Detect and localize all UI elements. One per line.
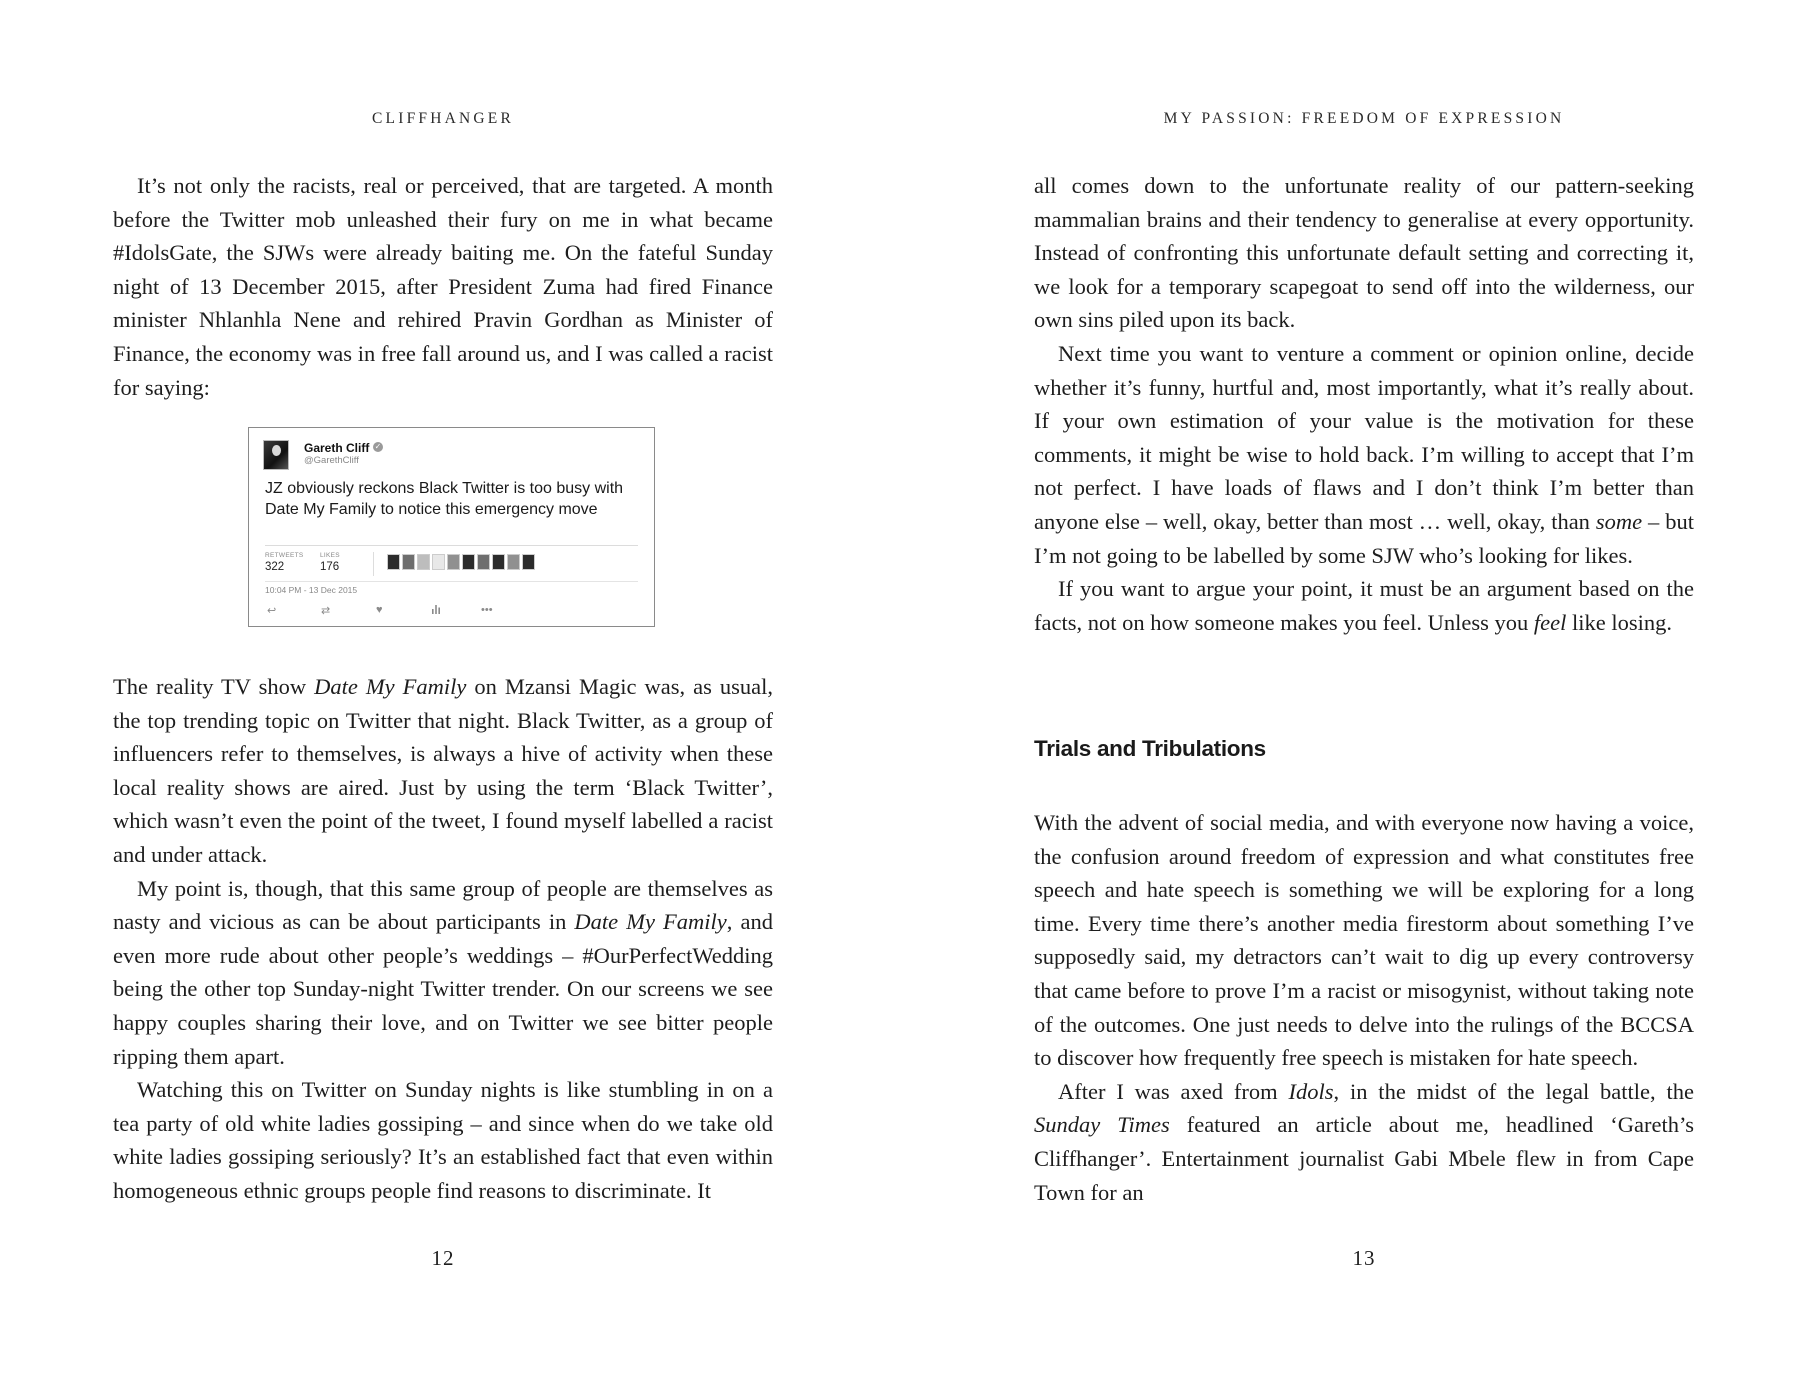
liker-avatar [507,554,520,570]
verified-badge-icon: ✓ [374,442,382,451]
paragraph: With the advent of social media, and with everyone now having a voice, the confusion around freedom of expression and what constitutes free speech and hate speech is something we will be exploring for a long time. Every time there’s another media firestorm about something I’ve supposedly said, my detractors can’t wait to dig up every controversy that came before to prove I’m a racist or misogynist, without taking note of the outcomes. One just needs to delve into the rulings of the BCCSA to discover how frequently free speech is mistaken for hate speech. [1034,810,1694,1071]
divider [265,581,638,582]
likes-count: 176 [320,561,340,573]
reply-icon: ↩ [267,605,277,617]
running-head-right: MY PASSION: FREEDOM OF EXPRESSION [1163,110,1565,127]
liker-avatar [492,554,505,570]
avatar [263,440,289,470]
paragraph: all comes down to the unfortunate reality of our pattern-seeking mammalian brains and their tendency to generalise at every opportunity. Instead of confronting this unfortunate default setting and correcting it, we look for a temporary scapegoat to send off into the wilderness, our own sins piled upon its back. [1034,173,1694,333]
liker-avatar [417,554,430,570]
right-text-bottom [1034,806,1694,1209]
likes-label: LIKES [320,552,340,559]
paragraph: If you want to argue your point, it must be an argument based on the facts, not on how someone makes you feel. Unless you feel like losing. [1034,576,1694,635]
paragraph: Next time you want to venture a comment or opinion online, decide whether it’s funny, hurtful and, most importantly, what it’s really about. If your own estimation of your value is the motivation for these comments, it might be wise to hold back. I’m willing to accept that I’m not perfect. I have loads of flaws and I don’t think I’m better than anyone else – well, okay, better than most … well, okay, than some – but I’m not going to be labelled by some SJW who’s looking for likes. [1034,340,1694,568]
running-head-left: CLIFFHANGER [372,110,514,127]
paragraph: After I was axed from Idols, in the midst of the legal battle, the Sunday Times featured an article about me, headlined ‘Gareth’s Cliffhanger’. Entertainment journalist Gabi Mbele flew in from Cape Town for an [1034,1078,1695,1205]
tweet-text: JZ obviously reckons Black Twitter is too busy with Date My Family to notice this emergency move [265,480,624,518]
right-page [898,0,1795,1376]
right-text-top [1034,169,1694,639]
left-text-top [113,169,773,404]
divider [265,545,638,546]
paragraph: The reality TV show Date My Family on Mzansi Magic was, as usual, the top trending topic on Twitter that night. Black Twitter, as a group of influencers refer to themselves, is always a hive of activity when these local reality shows are aired. Just by using the term ‘Black Twitter’, which wasn’t even the point of the tweet, I found myself labelled a racist and under attack. [113,674,773,867]
analytics-icon [431,604,441,617]
liker-avatar [402,554,415,570]
paragraph: My point is, though, that this same group of people are themselves as nasty and vicious as can be about participants in Date My Family, and even more rude about other people’s weddings – #OurPerfectWedding being the other top Sunday-night Twitter trender. On our screens we see happy couples sharing their love, and on Twitter we see bitter people ripping them apart. [113,875,773,1069]
liker-avatar [447,554,460,570]
divider [373,552,374,576]
more-icon: ••• [481,604,493,616]
paragraph: It’s not only the racists, real or perceived, that are targeted. A month before the Twitter mob unleashed their fury on me in what became #IdolsGate, the SJWs were already baiting me. On the fateful Sunday night of 13 December 2015, after President Zuma had fired Finance minister Nhlanhla Nene and rehired Pravin Gordhan as Minister of Finance, the economy was in free fall around us, and I was called a racist for saying: [113,173,773,400]
page-number-right: 13 [1352,1246,1376,1270]
page-number-left: 12 [431,1246,455,1270]
retweet-icon: ⇄ [321,605,331,617]
paragraph: Watching this on Twitter on Sunday nights is like stumbling in on a tea party of old white ladies gossiping – and since when do we take old white ladies gossiping seriously? It’s an established fact that even within homogeneous ethnic groups people find reasons to discriminate. It [113,1077,773,1203]
left-text-bottom [113,670,773,1208]
tweet-author-name: Gareth Cliff [304,441,370,455]
tweet-timestamp: 10:04 PM - 13 Dec 2015 [265,585,358,595]
tweet-author-handle: @GarethCliff [304,455,359,466]
liker-avatar [462,554,475,570]
section-heading: Trials and Tribulations [1034,736,1266,761]
like-icon: ♥ [376,604,383,616]
retweets-count: 322 [265,561,285,573]
tweet-actions [267,604,497,620]
liker-avatar [432,554,445,570]
liker-avatar [522,554,535,570]
retweets-label: RETWEETS [265,552,304,559]
liker-avatar [477,554,490,570]
liker-avatars [387,554,535,570]
embedded-tweet [248,427,655,627]
left-page [0,0,897,1376]
liker-avatar [387,554,400,570]
